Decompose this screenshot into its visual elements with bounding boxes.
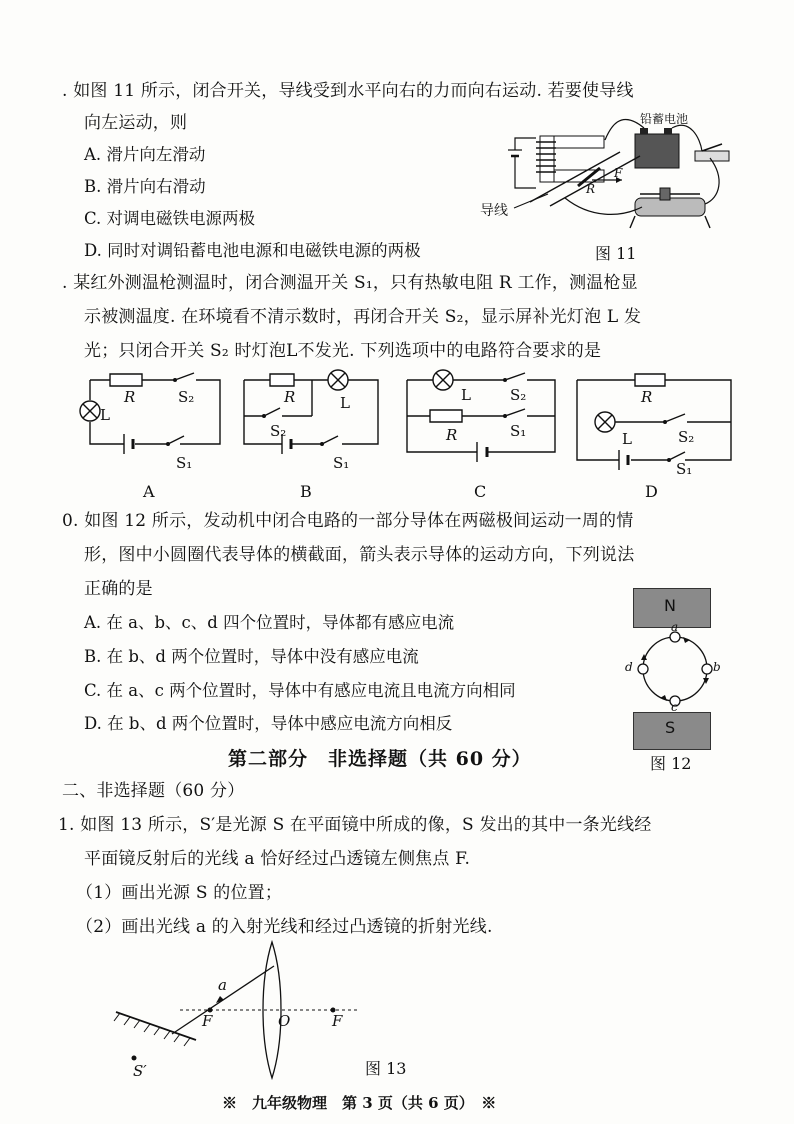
figure-13-optics bbox=[110, 940, 370, 1080]
q8-label-force: F bbox=[614, 166, 623, 180]
circuit-d-label-s1: S₁ bbox=[676, 460, 693, 478]
q9-stem-line3: 光；只闭合开关 S₂ 时灯泡L不发光. 下列选项中的电路符合要求的是 bbox=[84, 341, 602, 361]
q10-option-c: C. 在 a、c 两个位置时，导体中有感应电流且电流方向相同 bbox=[84, 681, 516, 700]
magnet-north-label: N bbox=[664, 596, 676, 615]
part2-heading: 第二部分 非选择题（共 60 分） bbox=[228, 748, 532, 770]
circuit-c-label-s2: S₂ bbox=[510, 386, 527, 404]
q8-stem-line1: . 如图 11 所示，闭合开关，导线受到水平向右的力而向右运动. 若要使导线 bbox=[62, 81, 634, 101]
figure-12-caption: 图 12 bbox=[650, 754, 692, 773]
circuit-d bbox=[575, 372, 735, 482]
circuit-d-label-l: L bbox=[622, 430, 632, 448]
circuit-b-label-l: L bbox=[340, 394, 350, 412]
optical-center-label: O bbox=[278, 1012, 291, 1030]
circuit-c-caption: C bbox=[474, 482, 487, 501]
q10-stem-line2: 形，图中小圆圈代表导体的横截面，箭头表示导体的运动方向，下列说法 bbox=[84, 545, 635, 565]
circuit-a-label-r: R bbox=[124, 388, 136, 406]
circuit-c-label-s1: S₁ bbox=[510, 422, 527, 440]
circuit-a-label-l: L bbox=[100, 406, 110, 424]
circuit-a-label-s2: S₂ bbox=[178, 388, 195, 406]
q11-stem-line1: 1. 如图 13 所示，S′是光源 S 在平面镜中所成的像，S 发出的其中一条光线经 bbox=[58, 815, 652, 835]
q10-option-a: A. 在 a、b、c、d 四个位置时，导体都有感应电流 bbox=[84, 613, 455, 632]
circuit-d-caption: D bbox=[645, 482, 658, 501]
q9-stem-line2: 示被测温度. 在环境看不清示数时，再闭合开关 S₂，显示屏补光灯泡 L 发 bbox=[84, 307, 642, 327]
circuit-b-label-s1: S₁ bbox=[333, 454, 350, 472]
circuit-b bbox=[242, 372, 382, 472]
q10-stem-line1: 0. 如图 12 所示，发动机中闭合电路的一部分导体在两磁极间运动一周的情 bbox=[62, 511, 634, 531]
circuit-c-label-l: L bbox=[461, 386, 471, 404]
q10-option-b: B. 在 b、d 两个位置时，导体中没有感应电流 bbox=[84, 647, 419, 666]
q8-option-b: B. 滑片向右滑动 bbox=[84, 177, 206, 196]
figure-11-caption: 图 11 bbox=[595, 244, 637, 263]
q8-option-c: C. 对调电磁铁电源两极 bbox=[84, 209, 256, 228]
pos-label-d: d bbox=[625, 660, 633, 674]
q11-sub2: （2）画出光线 a 的入射光线和经过凸透镜的折射光线. bbox=[76, 917, 493, 937]
figure-11-apparatus bbox=[470, 108, 740, 238]
q9-stem-line1: . 某红外测温枪测温时，闭合测温开关 S₁，只有热敏电阻 R 工作，测温枪显 bbox=[62, 273, 638, 293]
circuit-d-label-r: R bbox=[641, 388, 653, 406]
pos-label-b: b bbox=[713, 660, 721, 674]
pos-label-a: a bbox=[671, 620, 679, 634]
q8-label-wire: 导线 bbox=[480, 203, 508, 219]
magnet-south-label: S bbox=[665, 718, 676, 737]
focal-label-left: F bbox=[202, 1012, 213, 1030]
circuit-b-label-s2: S₂ bbox=[270, 422, 287, 440]
pos-label-c: c bbox=[671, 700, 678, 714]
q8-stem-line2: 向左运动，则 bbox=[84, 113, 188, 133]
circuit-a-caption: A bbox=[143, 482, 155, 501]
circuit-d-label-s2: S₂ bbox=[678, 428, 695, 446]
q11-stem-line2: 平面镜反射后的光线 a 恰好经过凸透镜左侧焦点 F. bbox=[84, 849, 471, 869]
ray-label-a: a bbox=[218, 976, 227, 994]
q8-label-rail: R bbox=[586, 182, 596, 196]
q10-stem-line3: 正确的是 bbox=[84, 579, 153, 599]
q10-option-d: D. 在 b、d 两个位置时，导体中感应电流方向相反 bbox=[84, 714, 453, 733]
circuit-c bbox=[405, 372, 557, 472]
circuit-b-label-r: R bbox=[284, 388, 296, 406]
figure-13-caption: 图 13 bbox=[365, 1059, 407, 1078]
circuit-a-label-s1: S₁ bbox=[176, 454, 193, 472]
focal-label-right: F bbox=[332, 1012, 343, 1030]
q11-sub1: （1）画出光源 S 的位置； bbox=[76, 883, 283, 903]
page-footer: ※ 九年级物理 第 3 页（共 6 页） ※ bbox=[222, 1094, 497, 1112]
q8-option-d: D. 同时对调铅蓄电池电源和电磁铁电源的两极 bbox=[84, 241, 421, 260]
circuit-c-label-r: R bbox=[446, 426, 458, 444]
section-heading: 二、非选择题（60 分） bbox=[62, 781, 245, 801]
q8-option-a: A. 滑片向左滑动 bbox=[84, 145, 206, 164]
image-source-label: S′ bbox=[133, 1062, 147, 1080]
q8-label-battery: 铅蓄电池 bbox=[640, 112, 689, 126]
circuit-b-caption: B bbox=[300, 482, 312, 501]
